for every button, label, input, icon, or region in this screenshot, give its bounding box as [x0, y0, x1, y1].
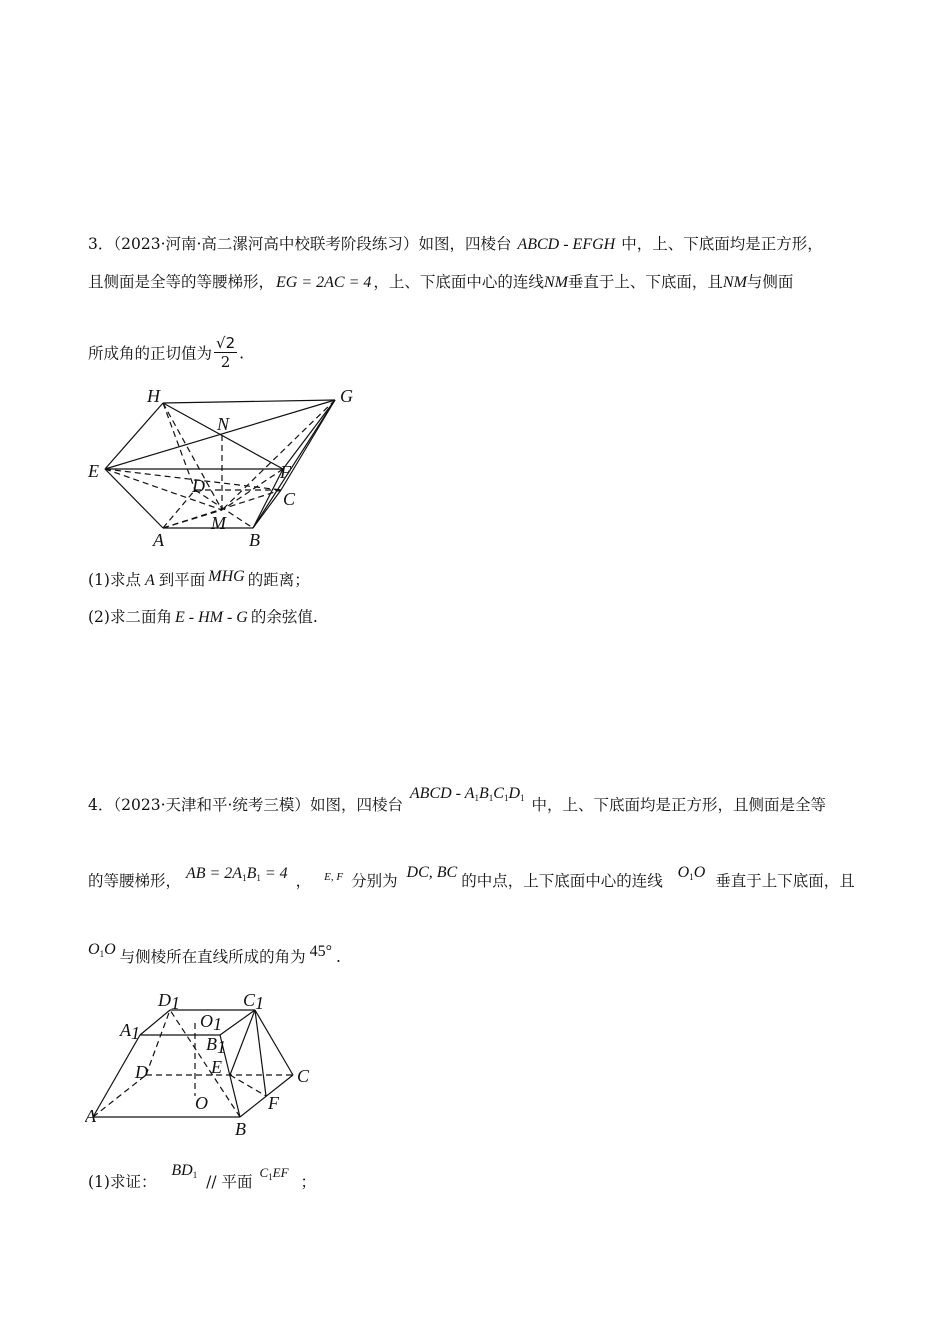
problem-source: （2023·河南·高二漯河高中校联考阶段练习）	[113, 235, 419, 253]
label-H: H	[147, 386, 160, 406]
label-B1: B1	[206, 1034, 226, 1057]
p3-line-2: 且侧面是全等的等腰梯形， EG = 2AC = 4 ，上、下底面中心的连线NM垂直于上、下底面，且NM与侧面	[88, 273, 794, 291]
solid-name-4: ABCD - $A_1B_1C_1D_1$	[409, 785, 525, 803]
segment-nm: NM	[543, 274, 568, 291]
figure-frustum-abcd-a1b1c1d1	[85, 990, 325, 1140]
p4-line-1: 4．（2023·天津和平·统考三模）如图，四棱台 ABCD - $A_1B_1C_1D_1$ 中，上、下底面均是正方形，且侧面是全等	[88, 785, 826, 814]
seg-C1E	[230, 1010, 255, 1075]
points-ef: E, F	[324, 871, 344, 883]
p4-line-3: $O_1O$ 与侧棱所在直线所成的角为 45° .	[88, 941, 341, 966]
problem-number-4: 4．	[88, 796, 114, 814]
label-O: O	[195, 1093, 208, 1113]
figure-frustum-abcd-efgh	[85, 380, 375, 555]
label-M: M	[211, 513, 226, 533]
segments-dc-bc: DC, BC	[406, 864, 458, 881]
label-A: A	[85, 1106, 96, 1126]
label-O1: O1	[200, 1011, 222, 1034]
label-F: F	[280, 462, 291, 482]
edge-AD	[163, 490, 195, 528]
edge-HG	[163, 400, 335, 403]
label-D1: D1	[158, 990, 180, 1013]
label-N: N	[217, 414, 230, 434]
seg-EF	[230, 1075, 266, 1096]
segment-o1o-2: $O_1O$	[88, 941, 116, 959]
segment-bd1: $BD_1$	[171, 1162, 198, 1180]
label-A: A	[153, 530, 164, 550]
label-D: D	[192, 476, 205, 496]
plane-c1ef: C1EF	[259, 1165, 289, 1182]
edge-AA1	[93, 1035, 140, 1117]
diag-HF	[163, 403, 283, 469]
solid-name: ABCD - EFGH	[517, 236, 616, 253]
edge-BC	[240, 1075, 293, 1117]
p3-question-1: (1)求点 A 到平面 MHG 的距离；	[88, 568, 310, 589]
fraction: $\frac{√2}{2}$	[216, 334, 236, 371]
label-B: B	[249, 530, 260, 550]
edge-EA	[105, 469, 163, 528]
edge-FB	[253, 469, 283, 528]
segment-nm-2: NM	[722, 274, 747, 291]
edge-HE	[105, 403, 163, 469]
edge-CC1	[255, 1010, 293, 1075]
edge-D1A1	[140, 1010, 170, 1035]
edge-FG	[283, 400, 335, 469]
edge-CB	[253, 490, 281, 528]
problem-source-4: （2023·天津和平·统考三模）	[113, 796, 310, 814]
label-G: G	[340, 386, 353, 406]
label-E: E	[88, 461, 99, 481]
segment-o1o: $O_1O$	[677, 864, 706, 882]
equation: EG = 2AC = 4	[276, 274, 372, 291]
p3-line-3: 所成角的正切值为 $\frac{√2}{2}$ .	[88, 334, 245, 371]
label-F: F	[268, 1093, 279, 1113]
label-C: C	[297, 1066, 310, 1086]
problem-number: 3．	[88, 235, 114, 253]
equation-4: AB = $2A_1B_1 = 4$	[185, 865, 288, 883]
label-C: C	[283, 489, 296, 509]
angle-value: 45°	[309, 943, 333, 960]
label-B: B	[235, 1119, 246, 1139]
label-C1: C1	[243, 990, 265, 1013]
label-A1: A1	[120, 1020, 140, 1043]
label-D: D	[135, 1062, 148, 1082]
p3-question-2: (2)求二面角 E - HM - G 的余弦值.	[88, 608, 318, 626]
p4-line-2: 的等腰梯形， AB = $2A_1B_1 = 4$ ， $^{E, F}$ 分别为 DC, BC 的中点，上下底面中心的连线 $O_1O$ 垂直于上下底面，且	[88, 864, 855, 890]
p3-line-1: 3．（2023·河南·高二漯河高中校联考阶段练习）如图，四棱台 ABCD - EFGH 中，上、下底面均是正方形，	[88, 235, 823, 253]
p4-question-1: (1)求证： $BD_1$ // 平面 $^{C_1EF}$；	[88, 1162, 317, 1191]
seg-C1F	[255, 1010, 266, 1096]
label-E: E	[211, 1057, 222, 1077]
